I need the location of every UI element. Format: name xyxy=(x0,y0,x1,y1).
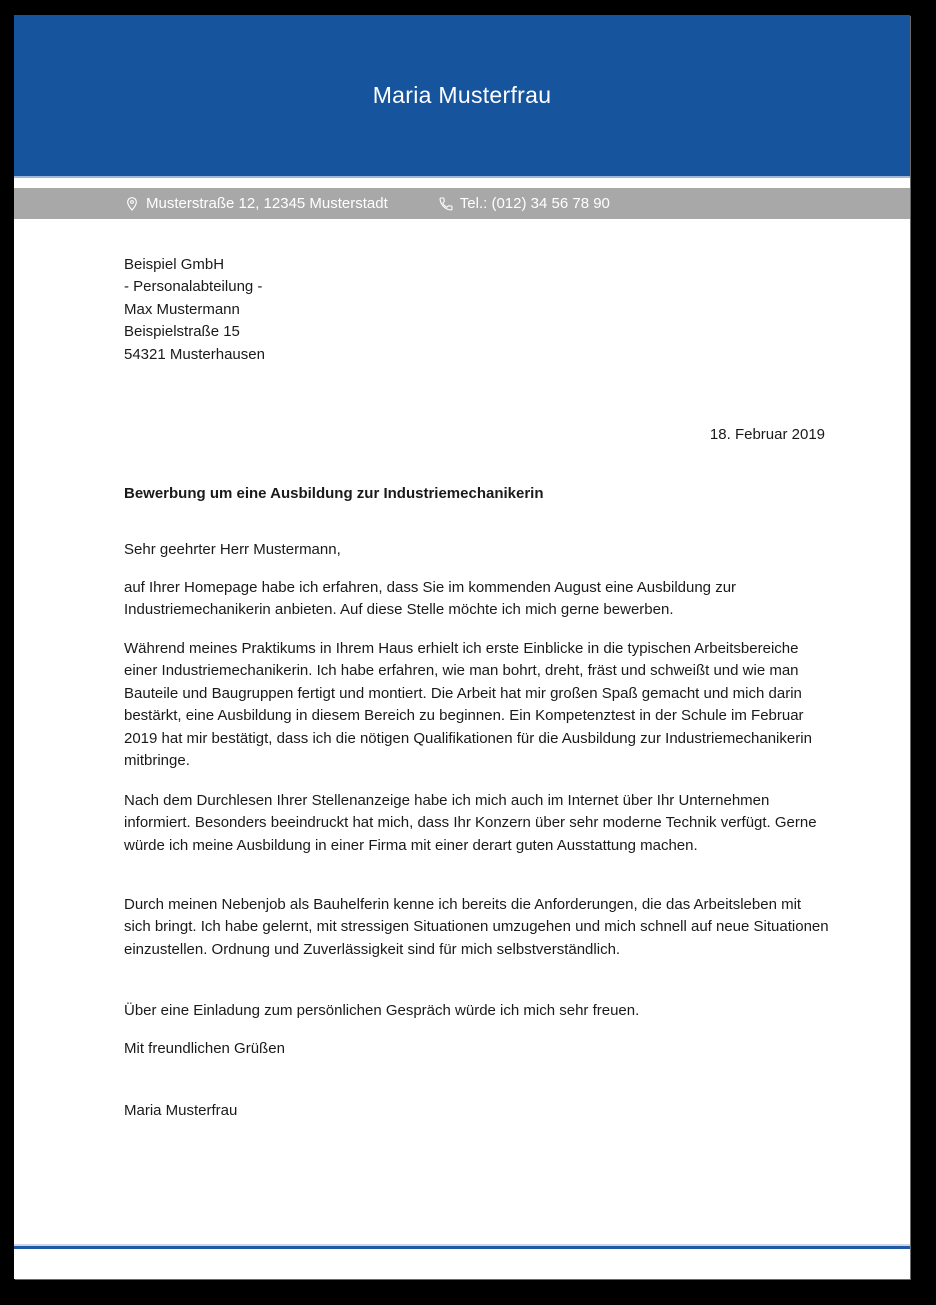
contact-bar xyxy=(14,188,910,219)
body-paragraph: auf Ihrer Homepage habe ich erfahren, dass Sie im kommenden August eine Ausbildung zur Industriemechanikerin anbieten. Auf diese Stelle möchte ich mich gerne bewerben. xyxy=(124,579,737,619)
letterhead-name: Maria Musterfrau xyxy=(372,82,552,108)
body-paragraph: Über eine Einladung zum persönlichen Gespräch würde ich mich sehr freuen. xyxy=(124,1002,640,1019)
recipient-line: - Personalabteilung - xyxy=(124,278,263,296)
salutation: Sehr geehrter Herr Mustermann, xyxy=(124,541,341,558)
contact-phone xyxy=(438,195,610,212)
letter-page xyxy=(14,15,910,1279)
letterhead-band xyxy=(14,15,910,178)
recipient-address-block xyxy=(124,254,265,366)
phone-receiver-icon xyxy=(438,196,454,212)
footer-rule xyxy=(14,1244,910,1249)
contact-address-text: Musterstraße 12, 12345 Musterstadt xyxy=(146,195,388,212)
recipient-line: 54321 Musterhausen xyxy=(124,345,265,363)
subject-line: Bewerbung um eine Ausbildung zur Industriemechanikerin xyxy=(124,485,544,502)
recipient-line: Max Mustermann xyxy=(124,300,240,318)
body-paragraph: Nach dem Durchlesen Ihrer Stellenanzeige habe ich mich auch im Internet über Ihr Unternehmen informiert. Besonders beeindruckt hat mich, dass Ihr Konzern über sehr moderne Technik verfügt. Gerne würde ich meine Ausbildung in einer Firma mit einer derart guten Ausstattung machen. xyxy=(124,792,817,854)
letter-date: 18. Februar 2019 xyxy=(709,426,825,443)
map-pin-icon xyxy=(124,196,140,212)
signature-name: Maria Musterfrau xyxy=(124,1102,238,1119)
body-paragraph: Durch meinen Nebenjob als Bauhelferin kenne ich bereits die Anforderungen, die das Arbeitsleben mit sich bringt. Ich habe gelernt, mit stressigen Situationen umzugehen und mich schnell auf neue Situationen einzustellen. Ordnung und Zuverlässigkeit sind für mich selbstverständlich. xyxy=(124,896,829,958)
recipient-line: Beispielstraße 15 xyxy=(124,323,240,341)
closing-greeting: Mit freundlichen Grüßen xyxy=(124,1040,285,1057)
contact-phone-text: Tel.: (012) 34 56 78 90 xyxy=(459,195,610,212)
recipient-line: Beispiel GmbH xyxy=(124,256,225,273)
body-paragraph: Während meines Praktikums in Ihrem Haus erhielt ich erste Einblicke in die typischen Arbeitsbereiche einer Industriemechanikerin. Ich habe erfahren, wie man bohrt, dreht, fräst und schweißt und wie man Bauteile und Baugruppen fertigt und montiert. Die Arbeit hat mir großen Spaß gemacht und mich darin bestärkt, eine Ausbildung in diesem Bereich zu beginnen. Ein Kompetenztest in der Schule im Februar 2019 hat mir bestätigt, dass ich die nötigen Qualifikationen für die Ausbildung zur Industriemechanikerin mitbringe. xyxy=(124,640,812,770)
contact-address xyxy=(124,195,388,212)
